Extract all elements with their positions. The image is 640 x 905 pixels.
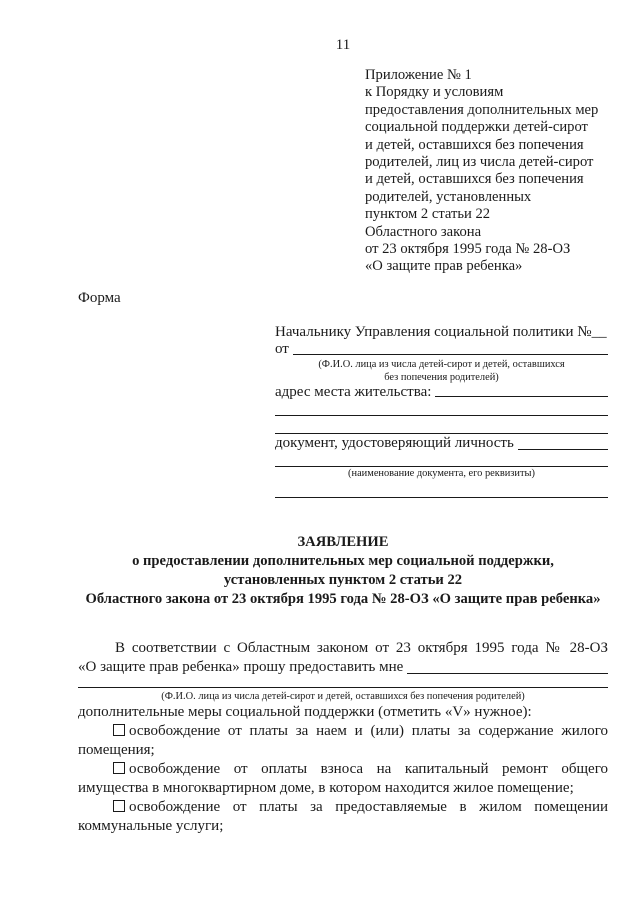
writing-line: [78, 677, 608, 688]
application-title-block: [78, 533, 608, 609]
appendix-line: предоставления дополнительных мер: [365, 101, 599, 118]
addressee-line: Начальнику Управления социальной политики №__: [275, 323, 607, 340]
document-fill-line: [518, 434, 608, 450]
appendix-block: [365, 67, 608, 276]
appendix-line: и детей, оставшихся без попечения: [365, 171, 584, 188]
body-intro-row: [78, 658, 608, 677]
application-subtitle-line: о предоставлении дополнительных мер социальной поддержки,: [132, 552, 554, 569]
from-label: от: [275, 340, 289, 357]
checkbox-icon: [113, 762, 125, 774]
support-option-text: освобождение от оплаты взноса на капитальный ремонт общего имущества в многоквартирном доме, в котором находится жилое помещение;: [78, 760, 608, 796]
applicant-name-fill-line: [407, 658, 608, 674]
application-body: [78, 639, 608, 836]
page-number: 11: [335, 37, 351, 53]
appendix-line: социальной поддержки детей-сирот: [365, 119, 588, 136]
appendix-line: родителей, лиц из числа детей-сирот: [365, 154, 594, 171]
appendix-line: к Порядку и условиям: [365, 84, 504, 101]
address-label: адрес места жительства:: [275, 383, 432, 400]
appendix-line: «О защите прав ребенка»: [365, 258, 523, 275]
application-title: ЗАЯВЛЕНИЕ: [297, 533, 389, 550]
from-row: [275, 341, 608, 358]
support-option-text: освобождение от платы за предоставляемые в жилом помещении коммунальные услуги;: [78, 798, 608, 834]
fio-note-line: без попечения родителей): [384, 371, 499, 383]
document-row: [275, 434, 608, 453]
support-option-text: освобождение от платы за наем и (или) платы за содержание жилого помещения;: [78, 722, 608, 758]
appendix-line: Областного закона: [365, 223, 482, 240]
writing-line: [275, 416, 608, 434]
address-row: [275, 384, 608, 400]
from-fill-line: [293, 341, 608, 355]
body-intro-line: «О защите прав ребенка» прошу предоставить мне: [78, 658, 404, 675]
body-intro-line: В соответствии с Областным законом от 23 октября 1995 года № 28-ОЗ: [115, 639, 608, 656]
appendix-line: родителей, установленных: [365, 188, 532, 205]
address-block: [275, 323, 608, 498]
document-label: документ, удостоверяющий личность: [275, 434, 514, 451]
fio-note: (Ф.И.О. лица из числа детей-сирот и детей, оставшихся без попечения родителей): [161, 690, 525, 702]
fio-note-line: (Ф.И.О. лица из числа детей-сирот и детей, оставшихся: [318, 358, 565, 370]
address-fill-line: [435, 384, 608, 397]
support-option-item: [78, 722, 608, 760]
measures-intro: дополнительные меры социальной поддержки (отметить «V» нужное):: [78, 703, 532, 720]
application-subtitle-line: Областного закона от 23 октября 1995 года № 28-ОЗ «О защите прав ребенка»: [85, 590, 601, 607]
application-subtitle-line: установленных пунктом 2 статьи 22: [223, 571, 463, 588]
support-option-item: [78, 760, 608, 798]
document-note: (наименование документа, его реквизиты): [348, 467, 535, 479]
support-option-item: [78, 798, 608, 836]
appendix-line: пунктом 2 статьи 22: [365, 206, 491, 223]
checkbox-icon: [113, 724, 125, 736]
writing-line: [275, 480, 608, 498]
form-label: Форма: [78, 289, 121, 306]
appendix-line: от 23 октября 1995 года № 28-ОЗ: [365, 241, 571, 258]
checkbox-icon: [113, 800, 125, 812]
writing-line: [275, 453, 608, 467]
writing-line: [275, 400, 608, 416]
appendix-line: Приложение № 1: [365, 67, 472, 83]
appendix-line: и детей, оставшихся без попечения: [365, 136, 584, 153]
